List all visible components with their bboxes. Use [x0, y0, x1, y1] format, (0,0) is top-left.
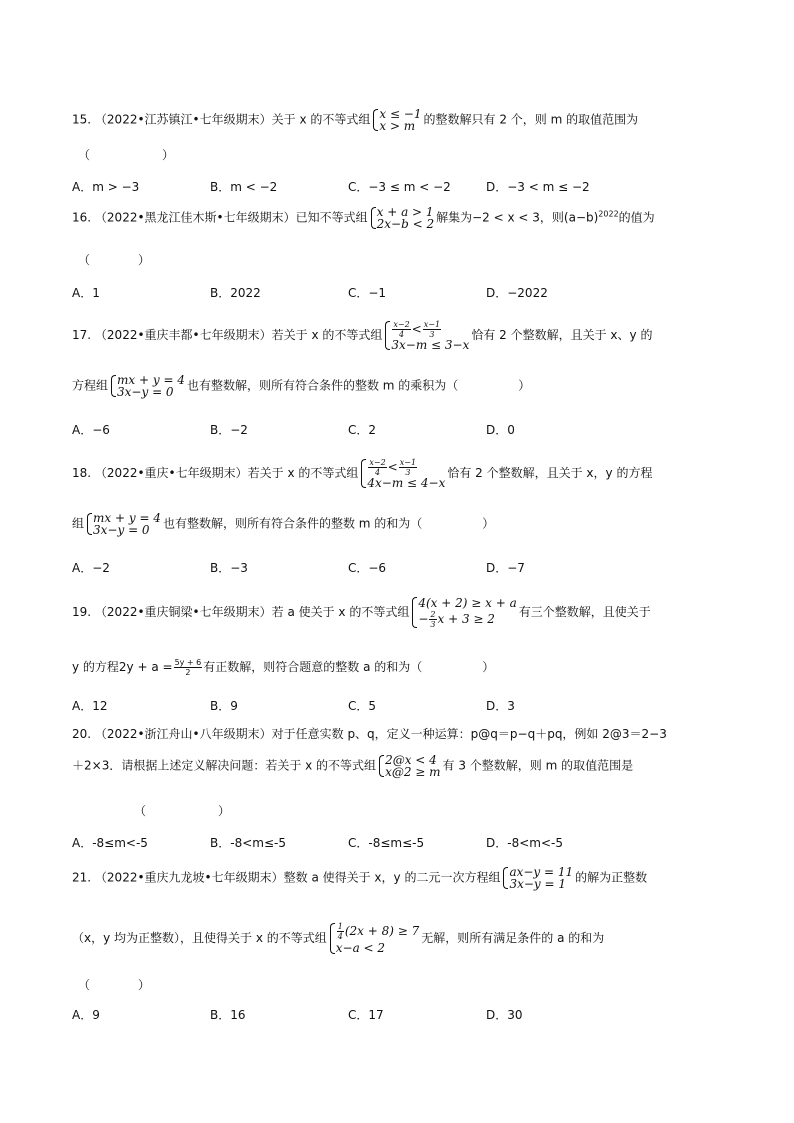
question-text: 的值为 [618, 210, 655, 225]
question-text: ＋2×3．请根据上述定义解决问题：若关于 x 的不等式组 [72, 758, 377, 773]
question-text: 无解，则所有满足条件的 a 的和为 [421, 931, 605, 945]
question-text: 有三个整数解，且使关于 [518, 605, 651, 619]
option-a[interactable]: A．−2 [72, 561, 110, 575]
question-text: 也有整数解，则所有符合条件的整数 m 的乘积为（ ） [186, 378, 531, 393]
question-number: 19. [72, 605, 92, 619]
option-b[interactable]: B．9 [210, 699, 238, 713]
question-source: （2022•重庆丰都•七年级期末） [94, 328, 272, 342]
option-a[interactable]: A．−6 [72, 423, 110, 437]
question-text: 恰有 2 个整数解，且关于 x，y 的方程 [447, 466, 653, 480]
equation-system: mx + y = 4 3x−y = 0 [110, 374, 185, 398]
answer-blank: （ ） [134, 804, 231, 818]
question-text: 若 a 使关于 x 的不等式组 [271, 605, 410, 619]
question-text: 也有整数解，则所有符合条件的整数 m 的和为（ ） [162, 516, 495, 531]
option-c[interactable]: C．17 [348, 1008, 384, 1022]
question-number: 16. [72, 210, 92, 225]
option-b[interactable]: B．-8<m≤-5 [210, 836, 286, 850]
option-a[interactable]: A．1 [72, 286, 100, 300]
question-text: 解集为−2 < x < 3，则(a−b) [436, 210, 599, 225]
option-c[interactable]: C．−1 [348, 286, 387, 300]
option-c[interactable]: C．-8≤m≤-5 [348, 836, 425, 850]
option-a[interactable]: A．m > −3 [72, 180, 140, 194]
option-d[interactable]: D．3 [486, 699, 515, 713]
option-c[interactable]: C．−3 ≤ m < −2 [348, 180, 451, 194]
option-b[interactable]: B．m < −2 [210, 180, 278, 194]
question-text: （x，y 均为正整数），且使得关于 x 的不等式组 [72, 931, 327, 945]
question-text: y 的方程2y + a = [72, 660, 173, 674]
answer-blank: （ ） [78, 253, 151, 267]
answer-blank: （ ） [78, 978, 151, 992]
question-number: 18. [72, 466, 92, 480]
question-text: 组 [72, 516, 85, 531]
question-source: （2022•重庆铜梁•七年级期末） [94, 605, 272, 619]
question-text: 有 3 个整数解，则 m 的取值范围是 [442, 758, 634, 773]
inequality-system: 4(x + 2) ≥ x + a − $\frac{2}{3}$ x + 3 ≥ 2 [411, 596, 516, 629]
question-number: 15. [72, 112, 92, 127]
option-b[interactable]: B．−2 [210, 423, 248, 437]
question-text: 对于任意实数 p、q，定义一种运算：p@q＝p−q＋pq，例如 2@3＝2−3 [271, 727, 667, 741]
option-c[interactable]: C．5 [348, 699, 377, 713]
question-text: 关于 x 的不等式组 [271, 112, 371, 127]
question-text: 的整数解只有 2 个，则 m 的取值范围为 [423, 112, 639, 127]
option-a[interactable]: A．-8≤m<-5 [72, 836, 148, 850]
question-text: 若关于 x 的不等式组 [271, 328, 383, 342]
option-d[interactable]: D．-8<m<-5 [486, 836, 563, 850]
question-text: 若关于 x 的不等式组 [247, 466, 359, 480]
answer-blank: （ ） [78, 148, 175, 162]
option-a[interactable]: A．9 [72, 1008, 100, 1022]
question-source: （2022•浙江舟山•八年级期末） [94, 727, 272, 741]
option-c[interactable]: C．−6 [348, 561, 387, 575]
question-text: 整数 a 使得关于 x，y 的二元一次方程组 [283, 870, 501, 885]
inequality-system: x + a > 1 2x−b < 2 [370, 206, 434, 230]
option-d[interactable]: D．30 [486, 1008, 523, 1022]
option-c[interactable]: C．2 [348, 423, 377, 437]
inequality-system: $\frac{x-2}{4}$ < $\frac{x-1}{3}$ 4x−m ≤ 4−x [360, 458, 445, 489]
option-b[interactable]: B．2022 [210, 286, 261, 300]
question-number: 20. [72, 727, 92, 741]
question-number: 17. [72, 328, 92, 342]
option-d[interactable]: D．−7 [486, 561, 525, 575]
question-text: 方程组 [72, 378, 109, 393]
fraction: $\frac{x-2}{4}$ [369, 458, 386, 477]
exponent: 2022 [598, 209, 619, 219]
inequality-system: 2@x < 4 x@2 ≥ m [378, 754, 440, 778]
question-source: （2022•重庆九龙坡•七年级期末） [94, 870, 284, 885]
option-d[interactable]: D．0 [486, 423, 515, 437]
option-a[interactable]: A．12 [72, 699, 108, 713]
fraction: $\frac{x-1}{3}$ [399, 458, 417, 477]
option-b[interactable]: B．−3 [210, 561, 248, 575]
question-text: 的解为正整数 [575, 870, 648, 885]
fraction: $\frac{1}{4}$ [337, 922, 343, 941]
question-text: 已知不等式组 [295, 210, 368, 225]
question-text: 有正数解，则符合题意的整数 a 的和为（ ） [203, 660, 495, 674]
option-d[interactable]: D．−2022 [486, 286, 548, 300]
option-b[interactable]: B．16 [210, 1008, 246, 1022]
question-text: 恰有 2 个整数解，且关于 x、y 的 [471, 328, 653, 342]
inequality-system: $\frac{1}{4}$ (2x + 8) ≥ 7 x−a < 2 [329, 922, 420, 955]
option-d[interactable]: D．−3 < m ≤ −2 [486, 180, 590, 194]
question-number: 21. [72, 870, 92, 885]
equation-system: ax−y = 11 3x−y = 1 [502, 866, 573, 890]
fraction: $\frac{x-2}{4}$ [393, 320, 410, 339]
question-source: （2022•黑龙江佳木斯•七年级期末） [94, 210, 296, 225]
fraction: $\frac{5y + 6}{2}$ [174, 658, 202, 677]
question-source: （2022•重庆•七年级期末） [94, 466, 248, 480]
inequality-system: $\frac{x-2}{4}$ < $\frac{x-1}{3}$ 3x−m ≤ 3−x [384, 320, 469, 351]
fraction: $\frac{2}{3}$ [430, 610, 436, 629]
inequality-system: x ≤ −1 x > m [372, 108, 421, 132]
fraction: $\frac{x-1}{3}$ [423, 320, 441, 339]
equation-system: mx + y = 4 3x−y = 0 [86, 512, 161, 536]
question-source: （2022•江苏镇江•七年级期末） [94, 112, 272, 127]
